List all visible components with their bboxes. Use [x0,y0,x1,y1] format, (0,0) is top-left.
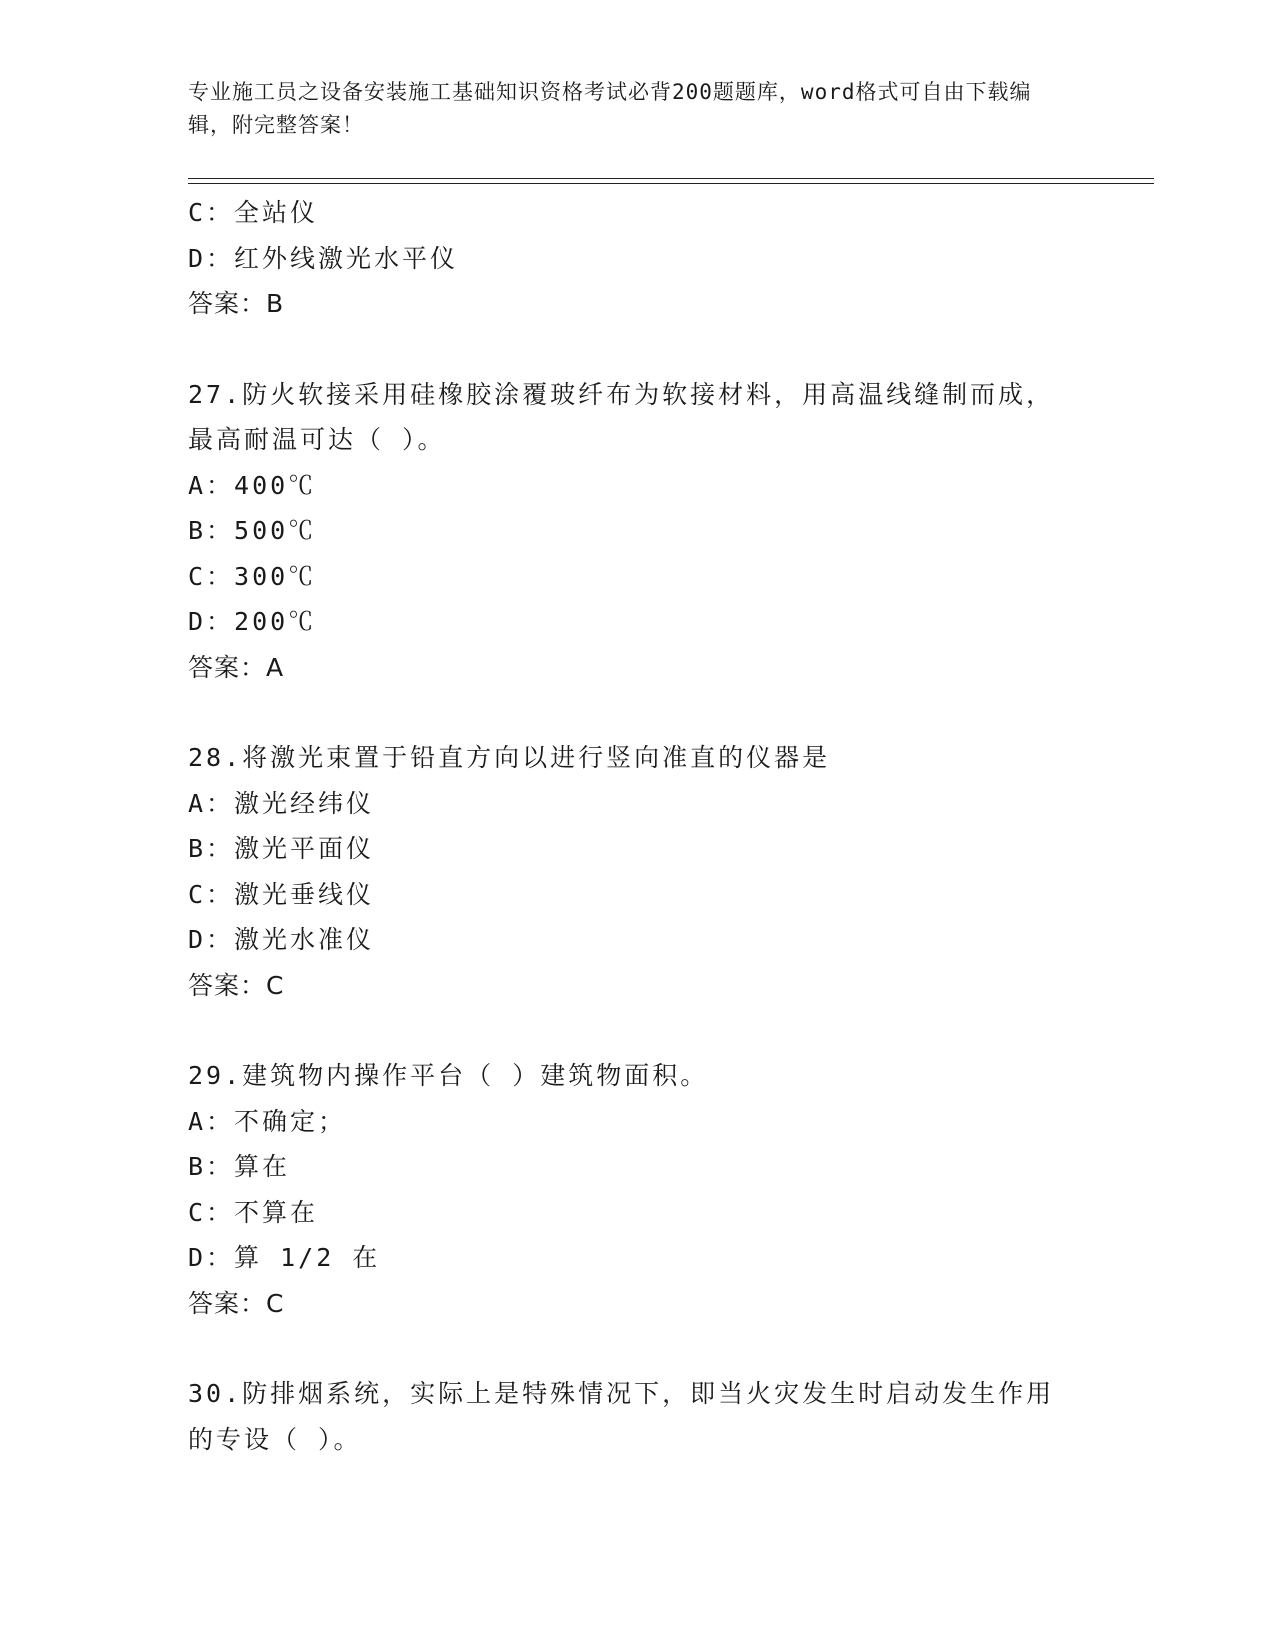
question-27 [188,372,1088,691]
question-gap [188,1326,1088,1371]
option-d: D：激光水准仪 [188,925,375,954]
document-header: 专业施工员之设备安装施工基础知识资格考试必背200题题库，word格式可自由下载编辑，附完整答案！ [188,80,1032,137]
option-c: C：激光垂线仪 [188,879,375,909]
answer-line: 答案：A [188,652,285,682]
option-b: B：算在 [188,1152,291,1181]
question-gap [188,327,1088,372]
header-divider-bottom [188,183,1154,184]
question-gap [188,690,1088,735]
answer-line: 答案：C [188,970,285,1000]
answer-line: 答案：B [188,289,285,318]
option-b: B：500℃ [188,516,317,545]
option-b: B：激光平面仪 [188,834,375,863]
answer-line: 答案：C [188,1288,285,1318]
question-28 [188,735,1088,1008]
option-c: C：全站仪 [188,198,319,227]
question-stem: 28.将激光束置于铅直方向以进行竖向准直的仪器是 [188,743,831,772]
question-gap [188,1008,1088,1053]
option-a: A：不确定； [188,1106,347,1136]
option-d: D：200℃ [188,607,317,636]
option-a: A：激光经纬仪 [188,788,375,818]
question-stem-continued: 最高耐温可达（ ）。 [188,425,446,454]
option-a: A：400℃ [188,470,317,500]
option-d: D：红外线激光水平仪 [188,243,459,273]
question-30 [188,1371,1088,1462]
question-stem: 27.防火软接采用硅橡胶涂覆玻纤布为软接材料，用高温线缝制而成， [188,379,1055,409]
option-d: D：算 1/2 在 [188,1243,381,1272]
header-divider-top [188,178,1154,179]
option-c: C：300℃ [188,561,317,591]
question-29 [188,1053,1088,1326]
question-stem: 30.防排烟系统，实际上是特殊情况下，即当火灾发生时启动发生作用 [188,1379,1055,1408]
previous-question-tail [188,190,1088,327]
question-stem-continued: 的专设（ ）。 [188,1424,362,1454]
option-c: C：不算在 [188,1197,319,1227]
question-stem: 29.建筑物内操作平台（ ）建筑物面积。 [188,1061,709,1090]
question-list [188,190,1088,1462]
